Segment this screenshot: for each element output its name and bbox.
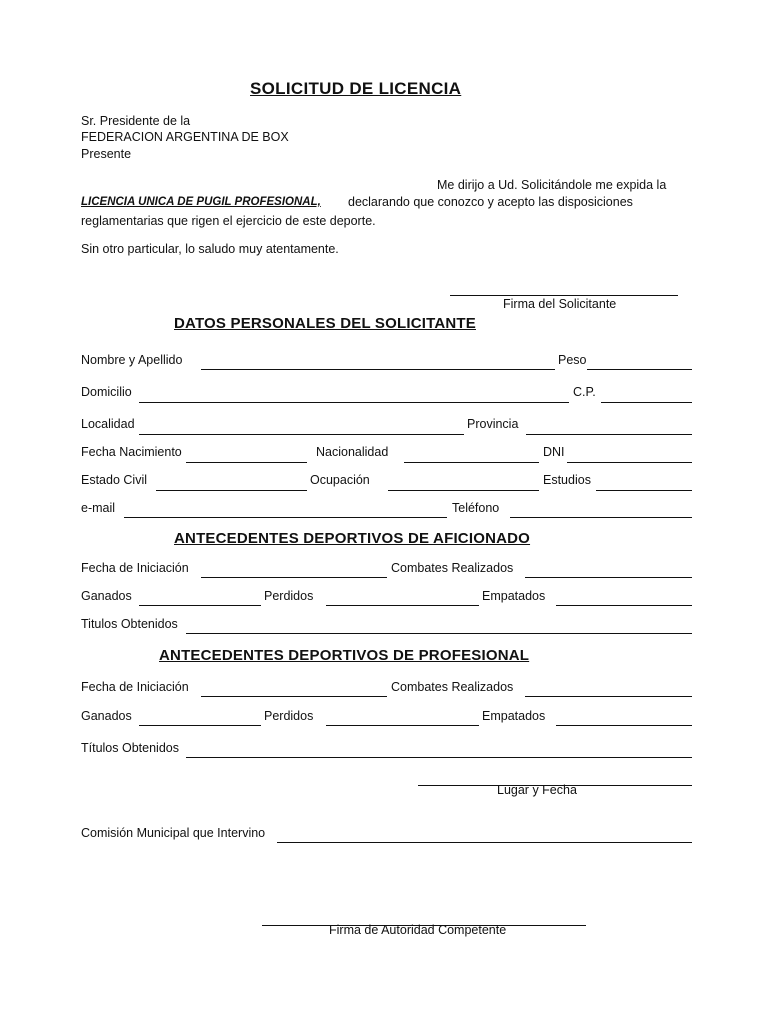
weight-field[interactable] — [587, 369, 692, 370]
pro-bouts-label: Combates Realizados — [391, 680, 514, 694]
locality-field[interactable] — [139, 434, 464, 435]
address-field[interactable] — [139, 402, 569, 403]
studies-label: Estudios — [543, 473, 591, 487]
province-label: Provincia — [467, 417, 519, 431]
dni-label: DNI — [543, 445, 565, 459]
amateur-bouts-field[interactable] — [525, 577, 692, 578]
personal-data-heading: DATOS PERSONALES DEL SOLICITANTE — [174, 315, 476, 332]
professional-heading: ANTECEDENTES DEPORTIVOS DE PROFESIONAL — [159, 647, 530, 664]
phone-field[interactable] — [510, 517, 692, 518]
amateur-titles-field[interactable] — [186, 633, 692, 634]
zip-label: C.P. — [573, 385, 596, 399]
addressee-line-2: FEDERACION ARGENTINA DE BOX — [81, 130, 289, 144]
pro-lost-field[interactable] — [326, 725, 479, 726]
commission-field[interactable] — [277, 842, 692, 843]
nationality-label: Nacionalidad — [316, 445, 389, 459]
province-field[interactable] — [526, 434, 692, 435]
civil-status-label: Estado Civil — [81, 473, 147, 487]
email-label: e-mail — [81, 501, 116, 515]
amateur-draws-field[interactable] — [556, 605, 692, 606]
phone-label: Teléfono — [452, 501, 500, 515]
weight-label: Peso — [558, 353, 587, 367]
nationality-field[interactable] — [404, 462, 539, 463]
pro-bouts-field[interactable] — [525, 696, 692, 697]
amateur-start-field[interactable] — [201, 577, 387, 578]
pro-won-field[interactable] — [139, 725, 261, 726]
birth-date-label: Fecha Nacimiento — [81, 445, 182, 459]
amateur-heading: ANTECEDENTES DEPORTIVOS DE AFICIONADO — [174, 530, 531, 547]
name-field[interactable] — [201, 369, 555, 370]
occupation-label: Ocupación — [310, 473, 370, 487]
dni-field[interactable] — [567, 462, 692, 463]
pro-titles-label: Títulos Obtenidos — [81, 741, 179, 755]
amateur-start-label: Fecha de Iniciación — [81, 561, 189, 575]
civil-status-field[interactable] — [156, 490, 307, 491]
amateur-titles-label: Titulos Obtenidos — [81, 617, 178, 631]
closing-text: Sin otro particular, lo saludo muy atentamente. — [81, 242, 339, 256]
birth-date-field[interactable] — [186, 462, 307, 463]
form-title: SOLICITUD DE LICENCIA — [250, 79, 462, 98]
authority-signature-label: Firma de Autoridad Competente — [329, 923, 507, 937]
pro-start-field[interactable] — [201, 696, 387, 697]
pro-titles-field[interactable] — [186, 757, 692, 758]
amateur-won-label: Ganados — [81, 589, 132, 603]
amateur-won-field[interactable] — [139, 605, 261, 606]
declaration-text: declarando que conozco y acepto las disposiciones — [348, 195, 633, 209]
email-field[interactable] — [124, 517, 447, 518]
applicant-signature-line[interactable] — [450, 295, 678, 296]
address-label: Domicilio — [81, 385, 132, 399]
declaration-continued: reglamentarias que rigen el ejercicio de este deporte. — [81, 214, 376, 228]
amateur-lost-label: Perdidos — [264, 589, 314, 603]
commission-label: Comisión Municipal que Intervino — [81, 826, 266, 840]
pro-won-label: Ganados — [81, 709, 132, 723]
amateur-lost-field[interactable] — [326, 605, 479, 606]
studies-field[interactable] — [596, 490, 692, 491]
addressee-line-1: Sr. Presidente de la — [81, 114, 191, 128]
pro-draws-field[interactable] — [556, 725, 692, 726]
name-label: Nombre y Apellido — [81, 353, 183, 367]
place-date-label: Lugar y Fecha — [497, 783, 577, 797]
amateur-draws-label: Empatados — [482, 589, 546, 603]
intro-text: Me dirijo a Ud. Solicitándole me expida la — [437, 178, 667, 192]
license-type: LICENCIA UNICA DE PUGIL PROFESIONAL, — [81, 196, 321, 208]
locality-label: Localidad — [81, 417, 135, 431]
amateur-bouts-label: Combates Realizados — [391, 561, 514, 575]
applicant-signature-label: Firma del Solicitante — [503, 297, 617, 311]
pro-lost-label: Perdidos — [264, 709, 314, 723]
pro-start-label: Fecha de Iniciación — [81, 680, 189, 694]
zip-field[interactable] — [601, 402, 692, 403]
pro-draws-label: Empatados — [482, 709, 546, 723]
addressee-line-3: Presente — [81, 147, 132, 161]
occupation-field[interactable] — [388, 490, 539, 491]
